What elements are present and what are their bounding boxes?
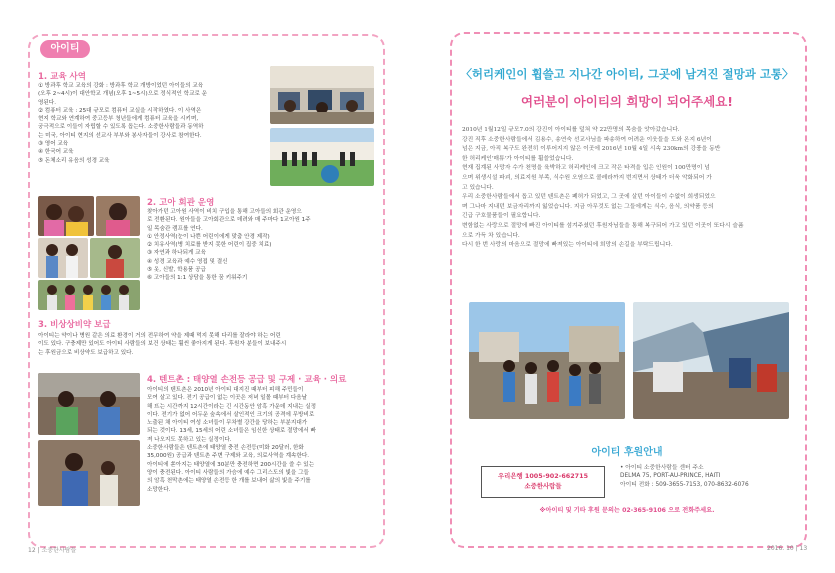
text-line: 며 그나마 지내던 보금자리까지 잃었습니다. 지금 아무것도 없는 그들에게는 식수, 음식, 의약품 등의: [462, 203, 714, 210]
text-line: 의 암흑 천막촌에는 태양열 손전등 한 개를 보내어 삶의 빛을 주기를: [147, 478, 311, 485]
text-line: 소망한다.: [147, 486, 171, 493]
text-line: 한 허리케인'매튜'가 아이티를 휩쓸었습니다.: [462, 155, 574, 162]
right-page-footer: 2016. 10 | 13: [767, 545, 808, 552]
text-line: 궁극적으로 이들이 자립할 수 있도록 돕는다. 소중한사람들과 동역하: [38, 124, 204, 131]
text-line: ⑥ 고아들의 1:1 상담을 통한 꿈 키워주기: [147, 275, 248, 282]
section-text-medicine: [38, 332, 286, 357]
text-line: ① 안정사역(눈이 나쁜 어린이에게 맞춤 안경 제작): [147, 233, 270, 240]
photo-tent-family: [38, 373, 140, 435]
text-line: 모여 살고 있다. 전기 공급이 없는 이곳은 저녁 일몰 때부터 다음날: [147, 395, 308, 402]
section-title-medicine: 3. 비상상비약 보급: [38, 320, 111, 330]
text-line: ③ 영어 교육: [38, 141, 69, 148]
text-line: 는 미국, 아이티 현지의 선교사 부부와 봉사자들이 강사로 참여한다.: [38, 132, 202, 139]
text-line: ④ 한국어 교육: [38, 149, 74, 156]
text-line: 우리 소중한사람들에서 돕고 있던 텐트촌은 폐허가 되었고, 그 곳에 살던 아이들이 수없이 희생되었으: [462, 194, 716, 201]
text-line: 현지 학교와 연계하여 중고등부 청년들에게 컴퓨터 교육을 시키며,: [38, 116, 199, 123]
text-line: 로 전환된다. 원아들을 고아회관으로 데려와 매 주마다 1교아원 1주: [147, 217, 311, 224]
text-line: ② 컴퓨터 교육 : 25대 규모로 컴퓨터 교실을 시작하였다. 이 사역은: [38, 107, 202, 114]
text-line: ② 치유사역(병 치료를 받지 못한 어린이 집중 치료): [147, 242, 272, 249]
text-line: 2010년 1월12일 규모7.0의 강진이 아이티를 덮쳐 약 22만명의 목숨을 앗아갔습니다.: [462, 127, 680, 133]
text-line: 일 목숨관 캠프를 연다.: [147, 225, 203, 232]
text-line: 넘은 지금, 아직 복구도 완전히 이루어지지 않은 이곳에 2016년 10월 4일 시속 230km의 강풍을 동반: [462, 146, 721, 153]
text-line: ⑤ 옷, 신발, 학용품 공급: [147, 267, 206, 274]
address-line: DELMA 75, PORT-AU-PRINCE, HAITI: [620, 473, 721, 480]
text-line: 강진 직후 소중한사람들에서 김용수, 송연숙 선교사님을 파송하여 어려운 이웃들을 도와 온지 6년이: [462, 136, 712, 143]
text-line: 져 나오지도 못하고 있는 실정이다.: [147, 436, 232, 443]
text-line: 아이티는 약이나 병원 같은 의료 환경이 거의 전무하여 약을 제때 먹지 못해 다리를 잘라야 하는 어린: [38, 333, 281, 339]
text-line: 긴급 구호물품들이 필요합니다.: [462, 213, 541, 220]
photo-destroyed-tents: [633, 302, 789, 419]
section-title-orphanage: 2. 고아 회관 운영: [147, 198, 215, 208]
text-line: 찾아가던 고아원 사역이 비치 구입을 통해 고아들의 회관 운영으: [147, 209, 302, 215]
text-line: 다시 한 번 사랑의 마음으로 절망에 빠져있는 아이티에 희망의 손길을 부탁드립니다.: [462, 242, 673, 249]
address-line: • 아이티 소중한사람들 센터 주소: [620, 465, 704, 471]
section-text-tent-village: [147, 386, 316, 494]
appeal-body-text: [462, 126, 792, 251]
photo-orphans-3: [38, 238, 88, 278]
text-line: 이도 있다. 구충제만 있어도 아이티 사람들의 보건 상태는 훨씬 좋아지게 된다. 후원자 분들이 보내주시: [38, 341, 287, 348]
text-line: ③ 자연과 하나되게 교육: [147, 250, 206, 257]
text-line: 되는 것이다. 13세, 15세의 어린 소녀들은 임신한 상태로 절망에서 빠: [147, 428, 316, 435]
text-line: 는 후원금으로 비상약도 보급하고 있다.: [38, 349, 134, 356]
photo-orphans-group: [38, 280, 140, 310]
text-line: 해 뜨는 시간까지 12시간이라는 긴 시간동안 암흑 가운데 지내는 실정: [147, 403, 317, 410]
address-line: 아이티 전화 : 509-3655-7153, 070-8632-6076: [620, 481, 749, 488]
headline: 〈허리케인이 휩쓸고 지나간 아이티, 그곳에 남겨진 절망과 고통〉: [460, 67, 794, 81]
text-line: 으로 가득 차 있습니다.: [462, 232, 520, 239]
text-line: 고 있습니다.: [462, 184, 494, 191]
photo-orphans-2: [96, 196, 140, 236]
left-page-footer: 12 | 소중한사람들: [28, 547, 77, 554]
photo-classroom: [270, 66, 374, 124]
text-line: 노출된 채 아이티 여성 소녀들이 무차별 강간을 당하는 부분지대가: [147, 420, 308, 427]
photo-tent-mother-child: [38, 440, 140, 506]
photo-group-outdoor: [270, 128, 374, 186]
bank-account-holder: 소중한사람들: [524, 482, 562, 490]
text-line: 영된다.: [38, 99, 56, 106]
text-line: 아이티의 텐트촌은 2010년 아이티 대지진 때부터 피해 주민들이: [147, 387, 304, 393]
text-line: 소중한사람들은 텐트촌에 태양열 충전 손전등(미화 20달러, 한화: [147, 445, 304, 452]
text-line: 양이 충전된다. 아이티 사람들의 가슴에 예수 그리스도의 빛을 그들: [147, 469, 309, 476]
section-text-education: [38, 82, 207, 165]
text-line: 아이티에 쏟아지는 태양열에 30분만 충전하면 200시간을 쓸 수 있는: [147, 461, 315, 468]
text-line: (오후 2~4시)이 대안학교 개념(오후 1~5시)으로 정식적인 학교로 운: [38, 91, 208, 98]
photo-orphans-4: [90, 238, 140, 278]
section-title-education: 1. 교육 사역: [38, 72, 86, 82]
text-line: 변함없는 사랑으로 절망에 빠진 아이티를 섬겨주셨던 후원자님들을 통해 복구되어 가고 있던 이곳이 또다시 슬픔: [462, 222, 744, 229]
text-line: 이다. 전기가 없어 어두운 숲속에서 살인적인 크기의 공격에 무방비로: [147, 411, 315, 418]
support-info-title: 아이티 후원안내: [591, 447, 663, 458]
photo-orphans-1: [38, 196, 94, 236]
text-line: ① 방과후 학교 교육의 강화 : 방과후 학교 개방이었던 아이들의 교육: [38, 83, 204, 89]
text-line: ⑤ 돈체소리 유음의 성경 교육: [38, 157, 110, 164]
subheadline: 여러분이 아이티의 희망이 되어주세요!: [521, 94, 733, 109]
section-text-orphanage: [147, 208, 311, 283]
contact-notice: ※아이티 및 기타 후원 문의는 02-365-9106 으로 전화주세요.: [539, 507, 715, 514]
bank-account-number: 우리은행 1005-902-662715: [497, 472, 589, 480]
section-title-tent-village: 4. 텐트촌 : 태양열 손전등 공급 및 구제 · 교육 · 의료: [147, 375, 347, 385]
bank-account-box: [481, 466, 605, 498]
center-address: [620, 464, 749, 489]
text-line: ④ 성경 교육과 예수 영접 및 결신: [147, 258, 228, 265]
right-page: [417, 0, 835, 573]
text-line: 으며 위생시설 파괴, 의료지원 부족, 식수원 오염으로 콜레라까지 번지면서 상태가 더욱 악화되어 가: [462, 174, 712, 181]
section-tag: 아이티: [40, 40, 90, 58]
left-page: [0, 0, 417, 573]
photo-hurricane-survey: [469, 302, 625, 419]
text-line: 35,000원) 공급과 텐트촌 주변 구제와 교육, 의료사역을 계속한다.: [147, 453, 310, 460]
text-line: 현재 집계된 사망자 수가 천명을 육박하고 허리케인에 크고 작은 타격을 입은 인원이 100만명이 넘: [462, 165, 710, 172]
